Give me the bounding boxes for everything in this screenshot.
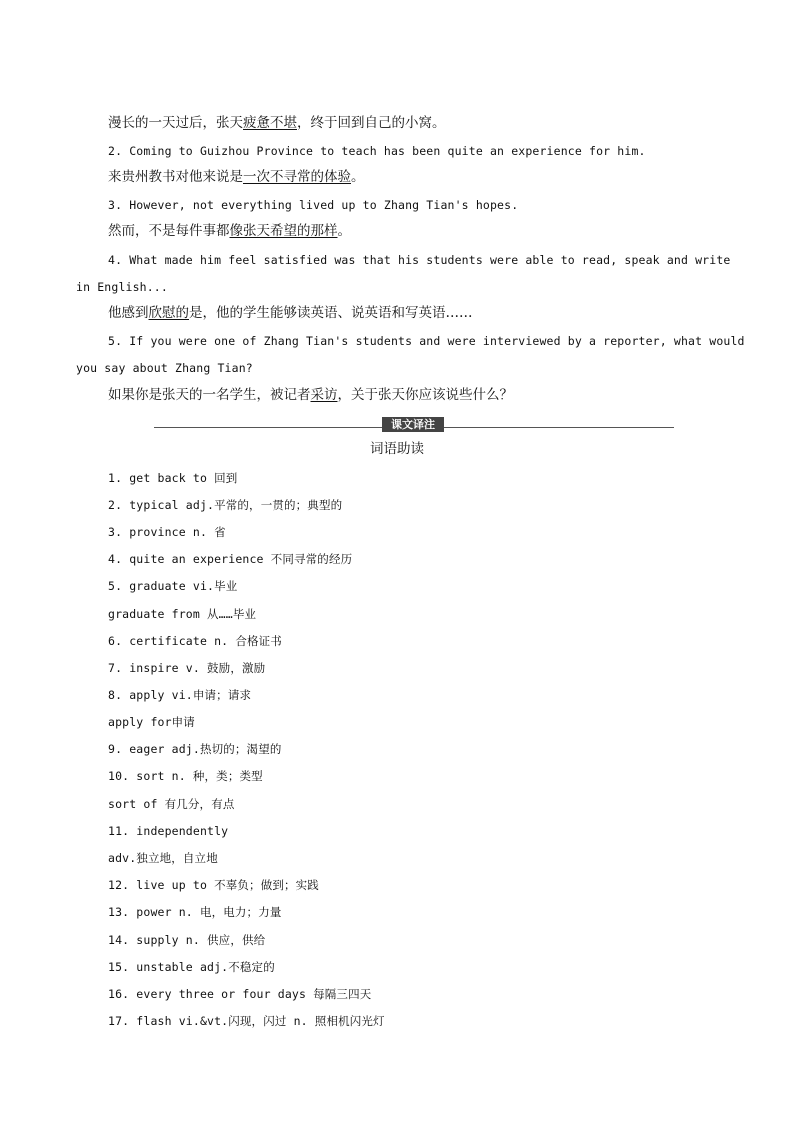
vocab-item: 12. live up to 不辜负；做到；实践 [108,878,319,892]
underlined-phrase: 疲惫不堪 [243,115,297,131]
vocab-item: 10. sort n. 种，类；类型 [108,769,263,783]
text-fragment: 然而，不是每件事都 [108,223,230,239]
vocab-item: 2. typical adj.平常的，一贯的；典型的 [108,498,343,512]
question-4-chinese [108,304,473,322]
vocab-item: 11. independently [108,824,229,838]
vocab-item: adv.独立地，自立地 [108,851,218,865]
question-3-chinese [108,222,351,240]
question-3-english: 3. However, not everything lived up to Zhang Tian's hopes. [108,198,519,212]
vocab-item: 16. every three or four days 每隔三四天 [108,987,372,1001]
question-5-english-line-2: you say about Zhang Tian? [76,361,253,375]
vocab-item: 4. quite an experience 不同寻常的经历 [108,552,353,566]
vocab-item: 5. graduate vi.毕业 [108,579,238,593]
text-fragment: 来贵州教书对他来说是 [108,169,243,185]
question-2-chinese [108,168,365,186]
text-fragment: 是，他的学生能够读英语、说英语和写英语…… [189,305,473,321]
vocab-item: 3. province n. 省 [108,525,226,539]
underlined-phrase: 像张天希望的那样 [229,223,338,239]
vocab-item: 6. certificate n. 合格证书 [108,634,282,648]
underlined-phrase: 一次不寻常的体验 [243,169,351,185]
text-fragment: 漫长的一天过后，张天 [108,115,243,131]
vocab-item: 8. apply vi.申请；请求 [108,688,252,702]
underlined-phrase: 欣慰的 [148,305,189,321]
text-fragment: ，关于张天你应该说些什么？ [337,387,513,403]
text-fragment: 。 [337,223,351,239]
question-5-chinese [108,386,513,404]
question-5-english-line-1: 5. If you were one of Zhang Tian's students and were interviewed by a reporter, what would [108,334,745,348]
question-2-english: 2. Coming to Guizhou Province to teach has been quite an experience for him. [108,144,646,158]
question-4-english-line-2: in English... [76,280,168,294]
vocab-item: 14. supply n. 供应，供给 [108,933,266,947]
section-heading: 词语助读 [370,441,424,457]
vocab-item: 13. power n. 电，电力；力量 [108,905,282,919]
section-badge: 课文译注 [382,417,444,432]
vocab-item: 1. get back to 回到 [108,471,238,485]
text-fragment: 他感到 [108,305,149,321]
vocab-item: 17. flash vi.&vt.闪现，闪过 n. 照相机闪光灯 [108,1014,385,1028]
vocab-item: graduate from 从……毕业 [108,607,257,621]
text-fragment: ，终于回到自己的小窝。 [297,115,446,131]
text-fragment: 如果你是张天的一名学生，被记者 [108,387,311,403]
question-4-english-line-1: 4. What made him feel satisfied was that his students were able to read, speak and write [108,253,731,267]
text-fragment: 。 [351,169,365,185]
vocab-item: 15. unstable adj.不稳定的 [108,960,275,974]
translation-line-1 [108,114,446,132]
vocab-item: apply for申请 [108,715,195,729]
vocab-item: sort of 有几分，有点 [108,797,235,811]
underlined-phrase: 采访 [310,387,338,403]
vocab-item: 7. inspire v. 鼓励，激励 [108,661,266,675]
vocab-item: 9. eager adj.热切的；渴望的 [108,742,282,756]
